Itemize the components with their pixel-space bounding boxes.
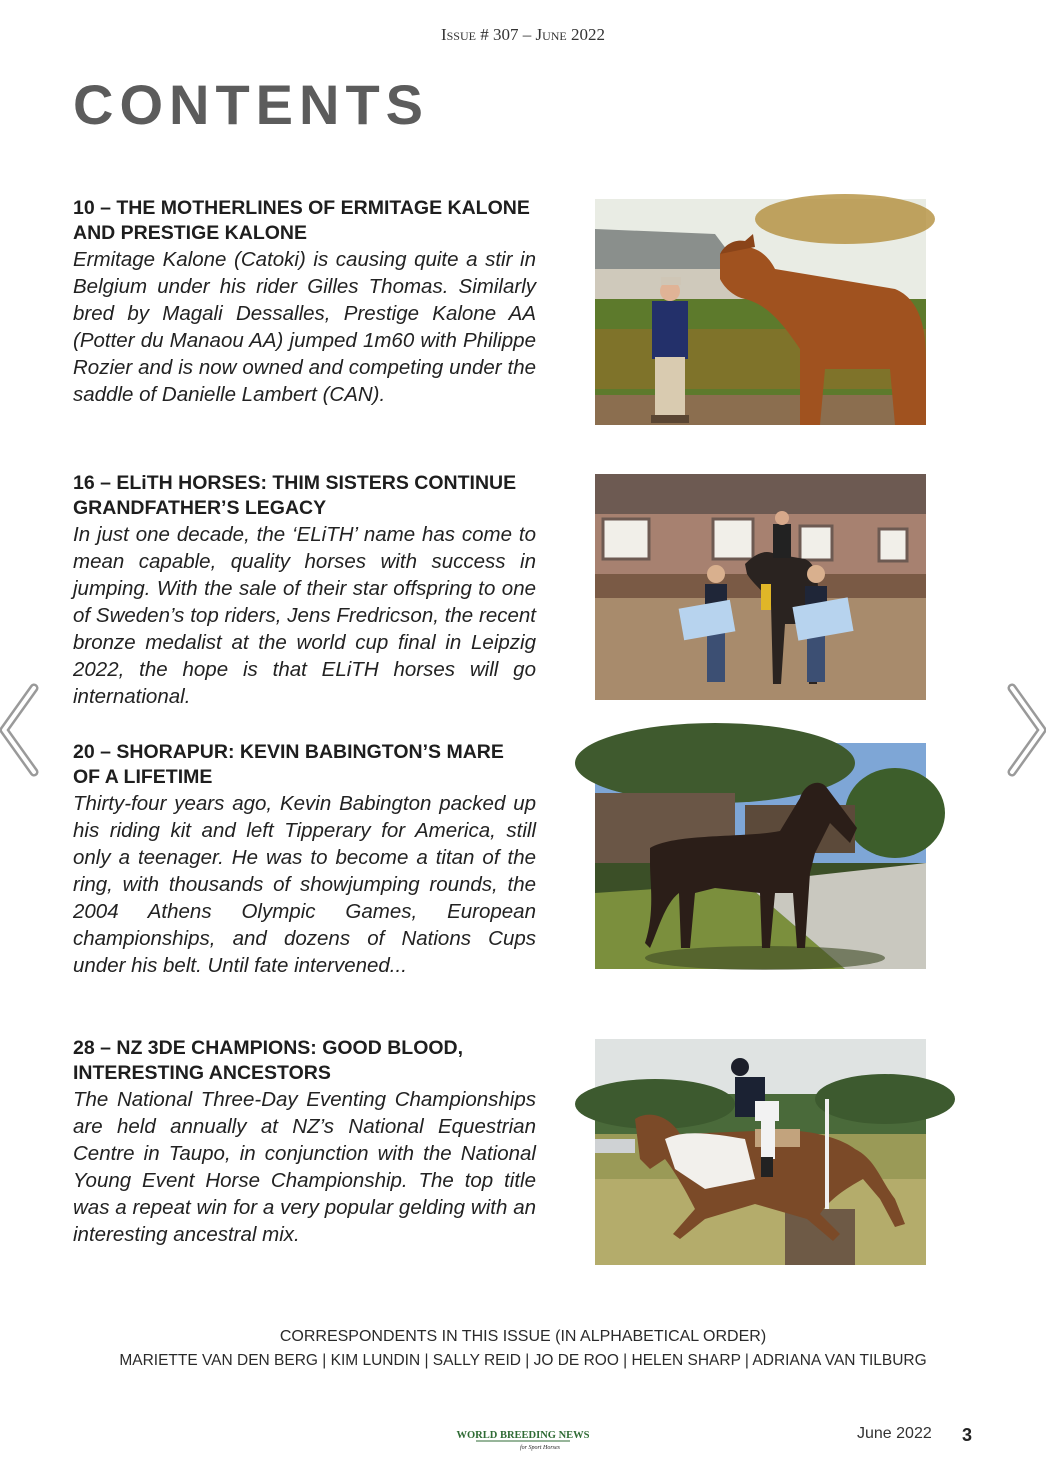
horse-handler-photo (595, 199, 926, 425)
article-heading[interactable]: 10 – THE MOTHERLINES OF ERMITAGE KALONE AND PRESTIGE KALONE (73, 197, 530, 244)
article-photo[interactable] (595, 1039, 926, 1265)
correspondents-block (0, 1326, 1046, 1374)
article-heading[interactable]: 20 – SHORAPUR: KEVIN BABINGTON’S MARE OF A LIFETIME (73, 741, 504, 788)
svg-text:for Sport Horses: for Sport Horses (519, 1445, 561, 1451)
bay-mare-photo (595, 743, 926, 969)
article-entry[interactable] (73, 740, 536, 979)
chevron-left-icon (0, 684, 44, 776)
next-page-button[interactable] (1002, 684, 1046, 776)
correspondents-names: MARIETTE VAN DEN BERG | KIM LUNDIN | SALLY REID | JO DE ROO | HELEN SHARP | ADRIANA VAN TILBURG (119, 1352, 927, 1369)
article-summary: Ermitage Kalone (Catoki) is causing quite a stir in Belgium under his rider Gilles Thomas. Similarly bred by Magali Dessalles, Prestige Kalone AA (Potter du Manaou AA) jumped 1m60 with Philippe Rozier and is now owned and competing under the saddle of Danielle Lambert (CAN). (73, 248, 536, 406)
article-summary: In just one decade, the ‘ELiTH’ name has come to mean capable, quality horses with success in jumping. With the sale of their star offspring to one of Sweden’s top riders, Jens Fredricson, the recent bronze medalist at the world cup final in Leipzig 2022, the hope is that ELiTH horses will go international. (73, 523, 536, 708)
article-summary: Thirty-four years ago, Kevin Babington packed up his riding kit and left Tipperary for America, still only a teenager. He was to become a titan of the ring, with thousands of showjumping rounds, the 2004 Athens Olympic Games, European championships, and dozens of Nations Cups under his belt. Until fate intervened... (73, 792, 536, 977)
correspondents-heading: CORRESPONDENTS IN THIS ISSUE (IN ALPHABETICAL ORDER) (279, 1328, 767, 1345)
world-breeding-news-logo-icon (456, 1425, 590, 1451)
eventing-jump-photo (595, 1039, 926, 1265)
article-heading[interactable]: 28 – NZ 3DE CHAMPIONS: GOOD BLOOD, INTERESTING ANCESTORS (73, 1037, 464, 1084)
prev-page-button[interactable] (0, 684, 44, 776)
publication-logo (456, 1425, 590, 1451)
chevron-right-icon (1002, 684, 1046, 776)
article-photo[interactable] (595, 199, 926, 425)
article-photo[interactable] (595, 743, 926, 969)
article-entry[interactable] (73, 471, 536, 710)
article-photo[interactable] (595, 474, 926, 700)
page-number: 3 (962, 1425, 973, 1445)
article-entry[interactable] (73, 196, 536, 408)
svg-text:WORLD BREEDING NEWS: WORLD BREEDING NEWS (456, 1430, 590, 1441)
article-summary: The National Three-Day Eventing Championships are held annually at NZ’s National Equestrian Centre in Taupo, in conjunction with the National Young Event Horse Championship. The top title was a repeat win for a very popular gelding with an interesting ancestral mix. (73, 1088, 536, 1246)
article-heading[interactable]: 16 – ELiTH HORSES: THIM SISTERS CONTINUE GRANDFATHER’S LEGACY (73, 472, 517, 519)
arena-award-photo (595, 474, 926, 700)
footer-date: June 2022 (857, 1425, 932, 1442)
article-entry[interactable] (73, 1036, 536, 1248)
page-title: CONTENTS (73, 73, 429, 136)
issue-line: Issue # 307 – June 2022 (440, 25, 606, 44)
